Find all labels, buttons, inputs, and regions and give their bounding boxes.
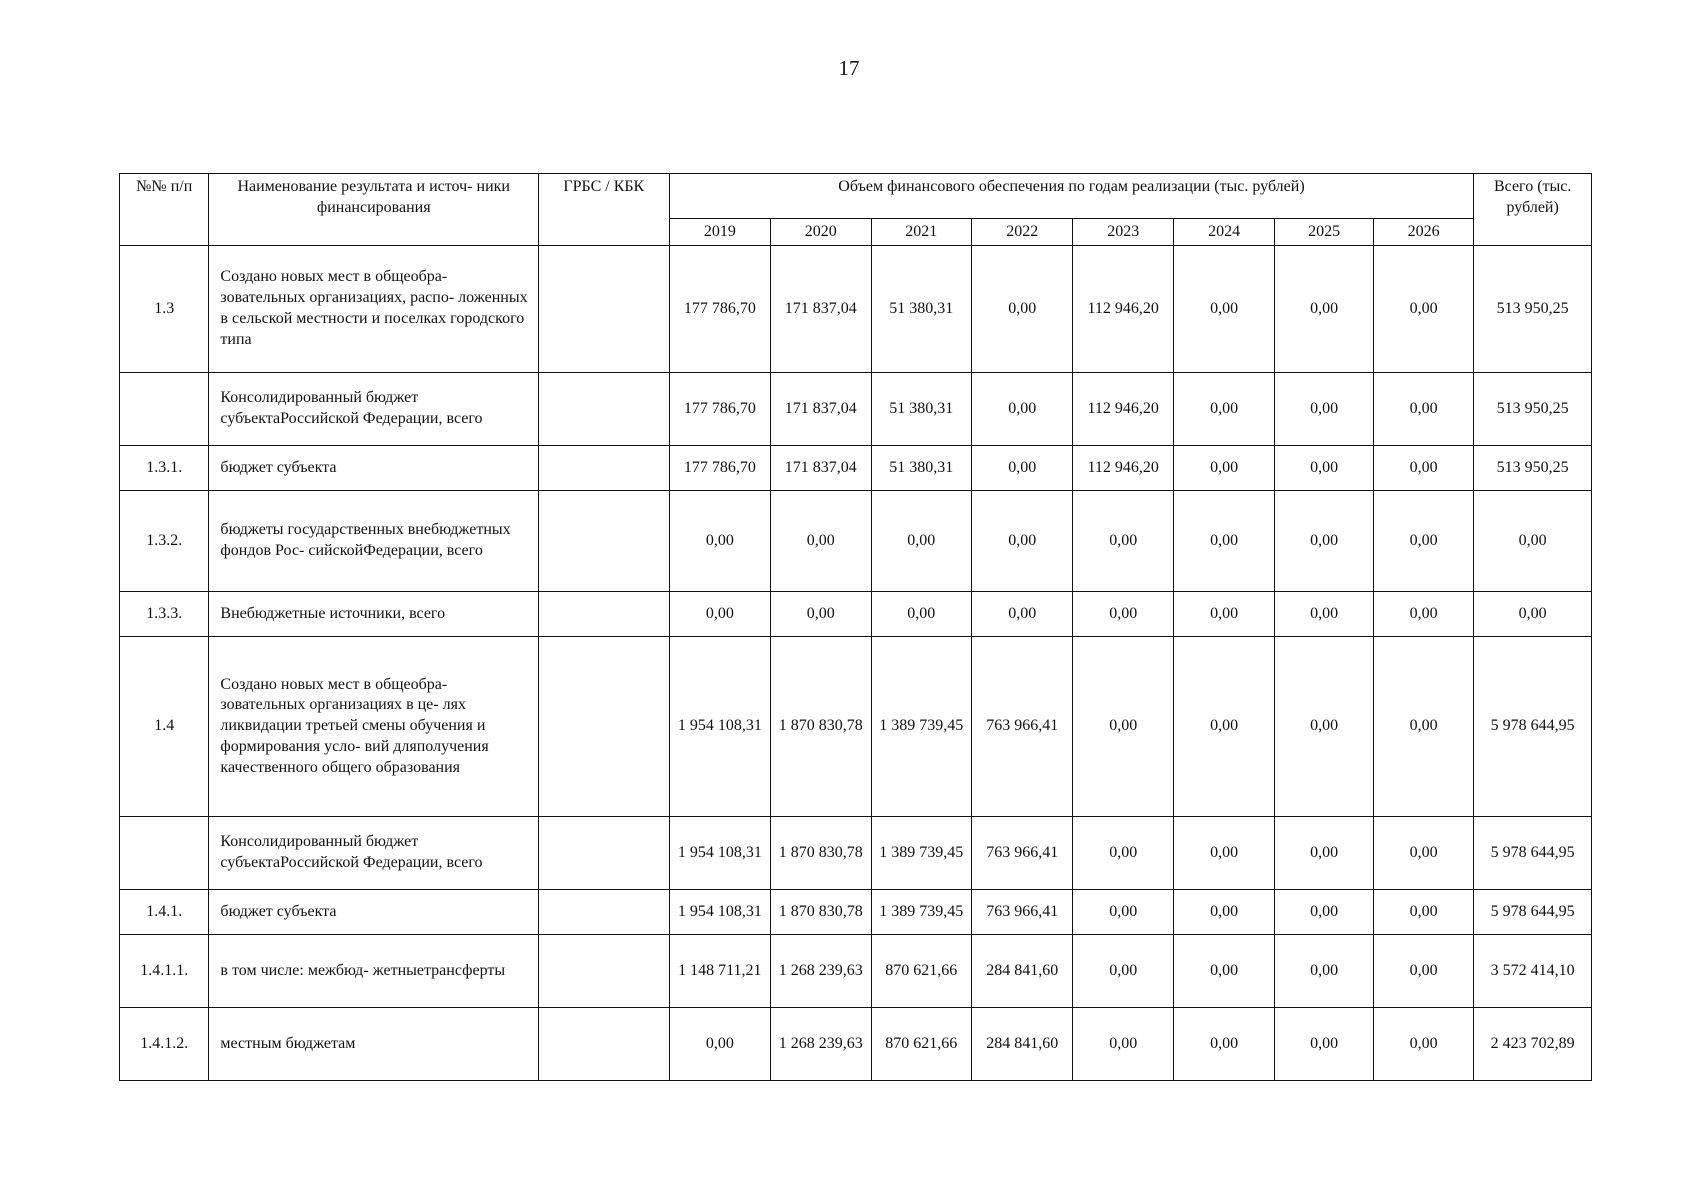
row-value-cell: 763 966,41 <box>972 637 1073 817</box>
row-value-cell: 0,00 <box>1373 637 1473 817</box>
row-value-cell: 0,00 <box>1275 491 1373 592</box>
table-row <box>120 373 1592 446</box>
row-value-cell: 177 786,70 <box>669 373 770 446</box>
row-num-cell: 1.3 <box>120 246 209 373</box>
row-name-cell: в том числе: межбюд- жетныетрансферты <box>209 935 539 1008</box>
row-value-cell: 0,00 <box>1373 373 1473 446</box>
row-value-cell: 0,00 <box>1275 446 1373 491</box>
row-name-cell: Создано новых мест в общеобра- зовательных организациях в це- лях ликвидации третьей смены обучения и формирования усло- вий дляполучения качественного общего образования <box>209 637 539 817</box>
page-number: 17 <box>838 56 860 80</box>
row-value-cell: 0,00 <box>1275 935 1373 1008</box>
row-value-cell: 1 954 108,31 <box>669 890 770 935</box>
row-num-cell: 1.3.1. <box>120 446 209 491</box>
row-value-cell: 0,00 <box>1373 817 1473 890</box>
row-grbs-cell <box>538 491 669 592</box>
row-value-cell: 870 621,66 <box>871 1008 971 1081</box>
row-value-cell: 177 786,70 <box>669 446 770 491</box>
row-total-cell: 3 572 414,10 <box>1474 935 1592 1008</box>
row-value-cell: 112 946,20 <box>1073 246 1173 373</box>
row-value-cell: 0,00 <box>1173 592 1274 637</box>
row-value-cell: 763 966,41 <box>972 817 1073 890</box>
row-num-cell: 1.3.3. <box>120 592 209 637</box>
row-value-cell: 0,00 <box>1073 890 1173 935</box>
row-grbs-cell <box>538 637 669 817</box>
table-row <box>120 890 1592 935</box>
row-grbs-cell <box>538 246 669 373</box>
header-year: 2020 <box>771 219 871 246</box>
row-name-cell: бюджет субъекта <box>209 890 539 935</box>
row-value-cell: 0,00 <box>1073 935 1173 1008</box>
row-num-cell: 1.4.1.1. <box>120 935 209 1008</box>
row-value-cell: 0,00 <box>1373 592 1473 637</box>
row-value-cell: 0,00 <box>1275 373 1373 446</box>
row-value-cell: 171 837,04 <box>771 373 871 446</box>
row-value-cell: 1 389 739,45 <box>871 890 971 935</box>
row-num-cell <box>120 373 209 446</box>
row-value-cell: 1 268 239,63 <box>771 1008 871 1081</box>
header-year: 2025 <box>1275 219 1373 246</box>
row-value-cell: 763 966,41 <box>972 890 1073 935</box>
row-value-cell: 0,00 <box>972 446 1073 491</box>
row-value-cell: 0,00 <box>1275 1008 1373 1081</box>
row-value-cell: 51 380,31 <box>871 446 971 491</box>
row-value-cell: 1 870 830,78 <box>771 817 871 890</box>
row-grbs-cell <box>538 1008 669 1081</box>
row-num-cell: 1.4 <box>120 637 209 817</box>
table-row <box>120 446 1592 491</box>
row-grbs-cell <box>538 935 669 1008</box>
row-total-cell: 5 978 644,95 <box>1474 890 1592 935</box>
row-total-cell: 2 423 702,89 <box>1474 1008 1592 1081</box>
row-name-cell: Внебюджетные источники, всего <box>209 592 539 637</box>
row-value-cell: 1 954 108,31 <box>669 817 770 890</box>
row-value-cell: 1 954 108,31 <box>669 637 770 817</box>
row-value-cell: 51 380,31 <box>871 373 971 446</box>
row-value-cell: 171 837,04 <box>771 446 871 491</box>
row-value-cell: 0,00 <box>1173 246 1274 373</box>
row-value-cell: 0,00 <box>972 373 1073 446</box>
row-num-cell: 1.4.1. <box>120 890 209 935</box>
row-value-cell: 284 841,60 <box>972 935 1073 1008</box>
row-total-cell: 0,00 <box>1474 592 1592 637</box>
row-total-cell: 5 978 644,95 <box>1474 817 1592 890</box>
row-value-cell: 0,00 <box>1173 373 1274 446</box>
row-value-cell: 0,00 <box>1373 491 1473 592</box>
row-value-cell: 0,00 <box>1373 1008 1473 1081</box>
row-value-cell: 0,00 <box>1373 446 1473 491</box>
row-value-cell: 112 946,20 <box>1073 373 1173 446</box>
row-value-cell: 0,00 <box>1173 890 1274 935</box>
header-year: 2019 <box>669 219 770 246</box>
table-row <box>120 491 1592 592</box>
row-name-cell: Создано новых мест в общеобра- зовательных организациях, распо- ложенных в сельской местности и поселках городского типа <box>209 246 539 373</box>
row-value-cell: 1 870 830,78 <box>771 637 871 817</box>
header-year: 2023 <box>1073 219 1173 246</box>
row-name-cell: Консолидированный бюджет субъектаРоссийской Федерации, всего <box>209 817 539 890</box>
row-grbs-cell <box>538 446 669 491</box>
header-year: 2022 <box>972 219 1073 246</box>
table-row <box>120 246 1592 373</box>
row-num-cell: 1.3.2. <box>120 491 209 592</box>
header-name: Наименование результата и источ- ники финансирования <box>209 174 539 246</box>
row-grbs-cell <box>538 890 669 935</box>
row-grbs-cell <box>538 817 669 890</box>
table-row <box>120 935 1592 1008</box>
row-value-cell: 0,00 <box>669 1008 770 1081</box>
row-value-cell: 0,00 <box>771 491 871 592</box>
row-num-cell: 1.4.1.2. <box>120 1008 209 1081</box>
row-value-cell: 0,00 <box>1173 817 1274 890</box>
row-value-cell: 0,00 <box>1275 592 1373 637</box>
row-total-cell: 513 950,25 <box>1474 446 1592 491</box>
row-name-cell: местным бюджетам <box>209 1008 539 1081</box>
header-year: 2024 <box>1173 219 1274 246</box>
row-value-cell: 0,00 <box>669 491 770 592</box>
row-total-cell: 0,00 <box>1474 491 1592 592</box>
row-value-cell: 0,00 <box>871 592 971 637</box>
row-value-cell: 0,00 <box>1173 637 1274 817</box>
row-value-cell: 0,00 <box>972 491 1073 592</box>
row-grbs-cell <box>538 373 669 446</box>
row-name-cell: бюджет субъекта <box>209 446 539 491</box>
row-value-cell: 284 841,60 <box>972 1008 1073 1081</box>
row-value-cell: 0,00 <box>1073 637 1173 817</box>
row-value-cell: 0,00 <box>871 491 971 592</box>
financing-table <box>119 173 1592 1081</box>
row-value-cell: 0,00 <box>1373 890 1473 935</box>
header-num: №№ п/п <box>120 174 209 246</box>
row-num-cell <box>120 817 209 890</box>
row-value-cell: 112 946,20 <box>1073 446 1173 491</box>
row-value-cell: 0,00 <box>1073 1008 1173 1081</box>
row-value-cell: 1 148 711,21 <box>669 935 770 1008</box>
row-total-cell: 513 950,25 <box>1474 246 1592 373</box>
header-total: Всего (тыс. рублей) <box>1474 174 1592 246</box>
row-value-cell: 1 389 739,45 <box>871 817 971 890</box>
row-value-cell: 0,00 <box>1373 246 1473 373</box>
row-name-cell: Консолидированный бюджет субъектаРоссийской Федерации, всего <box>209 373 539 446</box>
row-value-cell: 177 786,70 <box>669 246 770 373</box>
table-row <box>120 592 1592 637</box>
row-value-cell: 0,00 <box>972 592 1073 637</box>
row-value-cell: 51 380,31 <box>871 246 971 373</box>
row-grbs-cell <box>538 592 669 637</box>
header-volume: Объем финансового обеспечения по годам реализации (тыс. рублей) <box>669 174 1474 219</box>
row-value-cell: 0,00 <box>972 246 1073 373</box>
row-value-cell: 0,00 <box>1275 890 1373 935</box>
row-value-cell: 0,00 <box>771 592 871 637</box>
table-row <box>120 817 1592 890</box>
table-row <box>120 1008 1592 1081</box>
row-value-cell: 1 389 739,45 <box>871 637 971 817</box>
header-year: 2026 <box>1373 219 1473 246</box>
row-value-cell: 1 268 239,63 <box>771 935 871 1008</box>
row-value-cell: 0,00 <box>1173 935 1274 1008</box>
row-name-cell: бюджеты государственных внебюджетных фондов Рос- сийскойФедерации, всего <box>209 491 539 592</box>
row-value-cell: 0,00 <box>1275 817 1373 890</box>
row-value-cell: 171 837,04 <box>771 246 871 373</box>
row-value-cell: 870 621,66 <box>871 935 971 1008</box>
row-value-cell: 0,00 <box>1173 446 1274 491</box>
row-value-cell: 0,00 <box>1073 491 1173 592</box>
row-value-cell: 0,00 <box>1073 817 1173 890</box>
table-row <box>120 637 1592 817</box>
header-grbs: ГРБС / КБК <box>538 174 669 246</box>
header-year: 2021 <box>871 219 971 246</box>
row-value-cell: 0,00 <box>1073 592 1173 637</box>
row-value-cell: 1 870 830,78 <box>771 890 871 935</box>
row-total-cell: 5 978 644,95 <box>1474 637 1592 817</box>
row-total-cell: 513 950,25 <box>1474 373 1592 446</box>
row-value-cell: 0,00 <box>1173 491 1274 592</box>
row-value-cell: 0,00 <box>669 592 770 637</box>
row-value-cell: 0,00 <box>1275 637 1373 817</box>
row-value-cell: 0,00 <box>1173 1008 1274 1081</box>
row-value-cell: 0,00 <box>1275 246 1373 373</box>
row-value-cell: 0,00 <box>1373 935 1473 1008</box>
